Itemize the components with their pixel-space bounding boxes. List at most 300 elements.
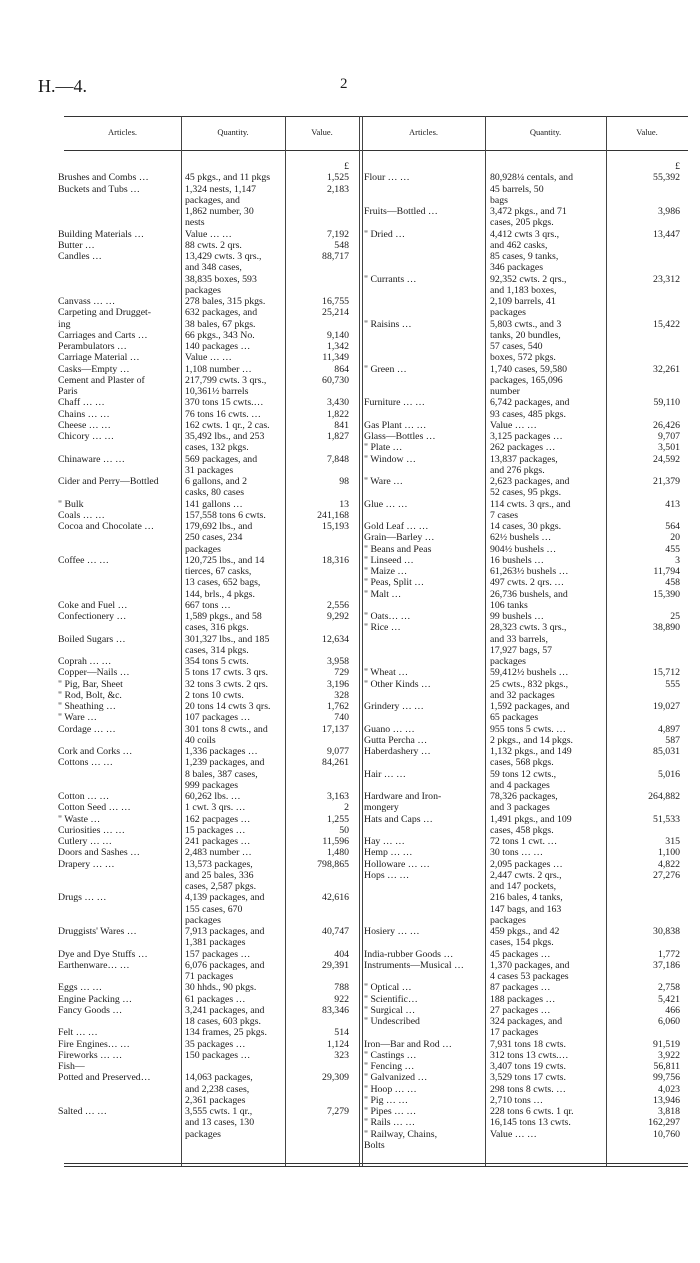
- value-cell: [610, 386, 680, 397]
- value-cell: [289, 1016, 349, 1027]
- article-cell: " Pipes … …: [364, 1106, 417, 1117]
- quantity-cell: and 25 bales, 336: [185, 869, 254, 881]
- value-cell: 841: [334, 419, 349, 431]
- quantity-cell: nests: [185, 217, 205, 229]
- value-cell: [610, 1027, 680, 1038]
- article-cell: Flour … …: [364, 172, 410, 184]
- value-cell: 5,421: [657, 993, 680, 1005]
- table-bottom-rule-double: [64, 1166, 688, 1167]
- article-cell: Hats and Caps …: [364, 813, 433, 825]
- value-cell: [289, 1129, 349, 1140]
- article-cell: Paris: [58, 386, 78, 397]
- quantity-cell: 107 packages …: [185, 712, 251, 724]
- quantity-cell: 278 bales, 315 pkgs.: [185, 296, 266, 307]
- value-cell: [610, 487, 680, 498]
- article-cell: [364, 915, 484, 926]
- value-cell: 9,292: [326, 611, 349, 622]
- value-cell: [289, 971, 349, 982]
- value-cell: 17,137: [322, 723, 349, 735]
- article-cell: [364, 375, 484, 386]
- quantity-cell: and 147 pockets,: [490, 881, 557, 892]
- value-cell: 1,342: [326, 341, 349, 352]
- value-cell: [610, 195, 680, 206]
- article-cell: " Other Kinds …: [364, 678, 431, 690]
- value-cell: [289, 881, 349, 892]
- article-cell: Bolts: [364, 1139, 385, 1151]
- value-cell: 6,060: [657, 1016, 680, 1027]
- value-cell: [610, 971, 680, 982]
- value-cell: [610, 757, 680, 768]
- article-cell: Glue … …: [364, 498, 408, 510]
- quantity-cell: 6,076 packages, and: [185, 959, 265, 971]
- article-cell: [58, 532, 178, 543]
- quantity-cell: 1,108 number …: [185, 363, 252, 375]
- quantity-cell: 1,324 nests, 1,147: [185, 183, 257, 195]
- quantity-cell: 262 packages …: [490, 442, 556, 454]
- article-cell: " Peas, Split …: [364, 577, 425, 589]
- article-cell: Fruits—Bottled …: [364, 206, 438, 217]
- article-cell: [58, 780, 178, 791]
- article-cell: " Wheat …: [364, 667, 409, 679]
- quantity-cell: [490, 1140, 604, 1151]
- quantity-cell: 904½ bushels …: [490, 543, 557, 555]
- quantity-cell: 3,555 cwts. 1 qr.,: [185, 1106, 253, 1117]
- article-cell: [364, 645, 484, 656]
- quantity-cell: 4,412 cwts 3 qrs.,: [490, 228, 560, 240]
- quantity-cell: 346 packages: [490, 262, 544, 274]
- header-rule: [64, 150, 688, 151]
- quantity-cell: number: [490, 386, 520, 397]
- article-cell: Instruments—Musical …: [364, 959, 464, 971]
- article-cell: Hosiery … …: [364, 926, 420, 937]
- quantity-cell: 17 packages: [490, 1027, 539, 1039]
- quantity-cell: boxes, 572 pkgs.: [490, 352, 556, 364]
- quantity-cell: 59,412½ bushels …: [490, 667, 569, 679]
- quantity-cell: packages: [185, 284, 221, 296]
- quantity-cell: 7 cases: [490, 509, 519, 521]
- article-cell: " Linseed …: [364, 554, 414, 566]
- quantity-cell: 114 cwts. 3 qrs., and: [490, 498, 571, 510]
- quantity-cell: packages: [490, 914, 526, 926]
- article-cell: Furniture … …: [364, 397, 425, 409]
- value-cell: 1,124: [326, 1038, 349, 1050]
- quantity-cell: 3,407 tons 19 cwts.: [490, 1061, 566, 1072]
- article-cell: [364, 409, 484, 420]
- article-cell: [58, 487, 178, 498]
- quantity-cell: 2,483 number …: [185, 847, 252, 859]
- value-cell: [610, 825, 680, 836]
- value-cell: 42,616: [322, 892, 349, 904]
- value-cell: 3,958: [326, 656, 349, 667]
- quantity-cell: 99 bushels …: [490, 611, 544, 622]
- quantity-cell: 38 bales, 67 pkgs.: [185, 318, 256, 330]
- article-cell: Grindery … …: [364, 701, 424, 712]
- value-cell: [610, 352, 680, 363]
- quantity-cell: 999 packages: [185, 779, 239, 791]
- quantity-cell: 324 packages, and: [490, 1016, 563, 1027]
- quantity-cell: 301,327 lbs., and 185: [185, 633, 270, 645]
- quantity-cell: 30 tons … …: [490, 847, 544, 859]
- value-cell: [289, 577, 349, 588]
- article-cell: Hardware and Iron-: [364, 791, 442, 802]
- value-cell: [289, 1061, 349, 1072]
- article-cell: [364, 262, 484, 273]
- quantity-cell: and 13 cases, 130: [185, 1117, 255, 1129]
- quantity-cell: [185, 161, 285, 172]
- quantity-cell: 150 packages …: [185, 1049, 251, 1061]
- article-cell: Eggs … …: [58, 982, 103, 994]
- value-cell: 455: [665, 543, 680, 555]
- article-cell: " Undescribed: [364, 1016, 420, 1027]
- quantity-cell: 14,063 packages,: [185, 1072, 253, 1084]
- value-cell: [610, 330, 680, 341]
- value-cell: 25: [670, 611, 680, 622]
- quantity-cell: 88 cwts. 2 qrs.: [185, 239, 242, 251]
- value-cell: 1,100: [657, 847, 680, 859]
- article-cell: Dye and Dye Stuffs …: [58, 948, 148, 960]
- quantity-cell: and 4 packages: [490, 779, 550, 791]
- article-cell: [364, 251, 484, 262]
- quantity-cell: 228 tons 6 cwts. 1 qr.: [490, 1106, 574, 1117]
- article-cell: " Ware …: [58, 712, 97, 724]
- article-cell: [58, 937, 178, 948]
- quantity-cell: 1,589 pkgs., and 58: [185, 611, 262, 622]
- article-cell: " Scientific…: [364, 993, 418, 1005]
- value-cell: [610, 892, 680, 903]
- article-cell: [364, 1027, 484, 1038]
- value-cell: 16,755: [322, 296, 349, 307]
- article-cell: Engine Packing …: [58, 993, 133, 1005]
- article-cell: " Waste …: [58, 813, 101, 825]
- value-cell: [289, 566, 349, 577]
- value-cell: 15,422: [653, 318, 680, 330]
- header-articles-right: Articles.: [408, 127, 439, 137]
- article-cell: [58, 465, 178, 476]
- quantity-cell: 26,736 bushels, and: [490, 588, 568, 600]
- value-cell: 555: [665, 678, 680, 690]
- value-cell: 56,811: [653, 1061, 680, 1072]
- article-cell: Cheese … …: [58, 419, 111, 431]
- article-cell: [58, 1095, 178, 1106]
- value-cell: 328: [334, 689, 349, 701]
- article-cell: " Rice …: [364, 622, 401, 634]
- quantity-cell: 1,491 pkgs., and 109: [490, 813, 572, 825]
- quantity-cell: packages: [185, 543, 221, 555]
- value-cell: [610, 656, 680, 667]
- quantity-cell: 1,381 packages: [185, 937, 246, 949]
- article-cell: " Plate …: [364, 442, 403, 454]
- article-cell: Fireworks … …: [58, 1049, 123, 1061]
- article-cell: [58, 274, 178, 285]
- article-cell: Hemp … …: [364, 847, 413, 859]
- value-cell: 91,519: [653, 1038, 680, 1050]
- value-cell: 10,760: [653, 1128, 680, 1140]
- quantity-cell: 134 frames, 25 pkgs.: [185, 1027, 267, 1039]
- value-cell: [610, 262, 680, 273]
- article-cell: " Oats… …: [364, 611, 411, 622]
- quantity-cell: 5,803 cwts., and 3: [490, 318, 562, 330]
- quantity-cell: 25 cwts., 832 pkgs.,: [490, 678, 569, 690]
- quantity-cell: 1,239 packages, and: [185, 757, 265, 769]
- quantity-cell: cases, 154 pkgs.: [490, 937, 554, 949]
- quantity-cell: casks, 80 cases: [185, 487, 245, 499]
- value-cell: 323: [334, 1049, 349, 1061]
- value-cell: 29,309: [322, 1072, 349, 1084]
- article-cell: [58, 161, 178, 172]
- value-cell: 23,312: [653, 273, 680, 285]
- value-cell: [610, 465, 680, 476]
- article-cell: Carriage Material …: [58, 352, 140, 364]
- value-cell: 40,747: [322, 926, 349, 937]
- value-cell: [289, 1117, 349, 1128]
- value-cell: [610, 712, 680, 723]
- quantity-cell: 2,361 packages: [185, 1094, 246, 1106]
- article-cell: Fire Engines… …: [58, 1038, 130, 1050]
- article-cell: [364, 161, 484, 172]
- col-divider-center: [362, 116, 363, 1166]
- article-cell: [58, 645, 178, 656]
- value-cell: [610, 375, 680, 386]
- article-cell: [364, 690, 484, 701]
- value-cell: [610, 904, 680, 915]
- quantity-cell: 144, brls., 4 pkgs.: [185, 588, 255, 600]
- article-cell: Fancy Goods …: [58, 1004, 123, 1016]
- quantity-cell: 147 bags, and 163: [490, 903, 562, 915]
- quantity-cell: 45 packages …: [490, 948, 551, 960]
- value-cell: 25,214: [322, 307, 349, 319]
- article-cell: " Fencing …: [364, 1061, 415, 1072]
- quantity-cell: 45 pkgs., and 11 pkgs: [185, 172, 271, 184]
- quantity-cell: 667 tons …: [185, 599, 231, 611]
- left-articles-column: [58, 161, 178, 1140]
- value-cell: [289, 195, 349, 206]
- value-cell: 413: [665, 498, 680, 510]
- header-value-right: Value.: [636, 127, 658, 137]
- article-cell: " Rails … …: [364, 1117, 416, 1129]
- value-cell: 60,730: [322, 374, 349, 386]
- value-cell: 51,533: [653, 813, 680, 825]
- quantity-cell: 13,837 packages,: [490, 453, 558, 465]
- quantity-cell: 162 pacpages …: [185, 813, 251, 825]
- quantity-cell: 78,326 packages,: [490, 791, 558, 802]
- article-cell: Drugs … …: [58, 892, 107, 904]
- article-cell: Glass—Bottles …: [364, 431, 436, 442]
- article-cell: Cordage … …: [58, 723, 116, 735]
- article-cell: [58, 881, 178, 892]
- quantity-cell: 66 pkgs., 343 No.: [185, 329, 255, 341]
- article-cell: [364, 341, 484, 352]
- header-quantity: Quantity.: [217, 127, 249, 137]
- quantity-cell: 298 tons 8 cwts. …: [490, 1083, 566, 1095]
- value-cell: [289, 937, 349, 948]
- value-cell: [610, 184, 680, 195]
- value-cell: 88,717: [322, 251, 349, 262]
- value-cell: 7,192: [326, 228, 349, 240]
- article-cell: [364, 240, 484, 251]
- article-cell: Chaff … …: [58, 397, 105, 409]
- value-cell: [289, 1084, 349, 1095]
- article-cell: [364, 487, 484, 498]
- value-cell: 922: [334, 993, 349, 1005]
- quantity-cell: 155 cases, 670: [185, 903, 243, 915]
- article-cell: Guano … …: [364, 723, 415, 735]
- article-cell: [58, 622, 178, 633]
- quantity-cell: 241 packages …: [185, 836, 251, 847]
- article-cell: [364, 330, 484, 341]
- quantity-cell: 8 bales, 387 cases,: [185, 768, 258, 780]
- article-cell: Felt … …: [58, 1027, 98, 1039]
- document-code: H.—4.: [38, 76, 87, 96]
- value-cell: [610, 645, 680, 656]
- article-cell: " Optical …: [364, 982, 412, 994]
- value-cell: [289, 544, 349, 555]
- value-cell: 1,255: [326, 813, 349, 825]
- value-cell: [289, 622, 349, 633]
- article-cell: [58, 589, 178, 600]
- article-cell: " Maize …: [364, 566, 408, 577]
- quantity-cell: 2 tons 10 cwts.: [185, 689, 244, 701]
- article-cell: [58, 1129, 178, 1140]
- article-cell: [58, 195, 178, 206]
- quantity-cell: 370 tons 15 cwts.…: [185, 397, 264, 409]
- article-cell: Earthenware… …: [58, 959, 130, 971]
- value-cell: 740: [334, 712, 349, 724]
- quantity-cell: 15 packages …: [185, 824, 246, 836]
- article-cell: [58, 1016, 178, 1027]
- value-cell: 3,163: [326, 791, 349, 802]
- value-cell: 21,379: [653, 476, 680, 487]
- article-cell: Gas Plant … …: [364, 419, 427, 431]
- article-cell: [58, 566, 178, 577]
- value-cell: [610, 409, 680, 420]
- article-cell: Cutlery … …: [58, 836, 112, 847]
- article-cell: Butter …: [58, 239, 95, 251]
- value-cell: 3,430: [326, 397, 349, 409]
- quantity-cell: 2,447 cwts. 2 qrs.,: [490, 869, 562, 881]
- quantity-cell: 188 packages …: [490, 993, 556, 1005]
- article-cell: [364, 892, 484, 903]
- value-cell: 26,426: [653, 419, 680, 431]
- quantity-cell: 1,862 number, 30: [185, 206, 254, 217]
- quantity-cell: cases, 132 pkgs.: [185, 442, 249, 454]
- value-cell: 162,297: [648, 1117, 680, 1129]
- article-cell: Perambulators …: [58, 341, 127, 352]
- table-top-rule: [64, 116, 688, 117]
- value-cell: 11,349: [322, 352, 349, 364]
- quantity-cell: 13,573 packages,: [185, 858, 253, 870]
- value-cell: 3,818: [657, 1106, 680, 1117]
- quantity-cell: 28,323 cwts. 3 qrs.,: [490, 622, 567, 634]
- quantity-cell: 80,928¼ centals, and: [490, 172, 573, 184]
- quantity-cell: cases, 458 pkgs.: [490, 824, 554, 836]
- article-cell: [364, 465, 484, 476]
- article-cell: " Rod, Bolt, &c.: [58, 689, 122, 701]
- value-cell: 50: [339, 824, 349, 836]
- quantity-cell: 955 tons 5 cwts. …: [490, 723, 566, 735]
- quantity-cell: 569 packages, and: [185, 453, 258, 465]
- quantity-cell: 17,927 bags, 57: [490, 644, 553, 656]
- value-cell: 83,346: [322, 1004, 349, 1016]
- article-cell: Chinaware … …: [58, 453, 125, 465]
- article-cell: [364, 634, 484, 645]
- quantity-cell: and 348 cases,: [185, 262, 242, 274]
- value-cell: 11,794: [653, 566, 680, 577]
- article-cell: Cotton … …: [58, 791, 110, 802]
- value-cell: 2,758: [657, 982, 680, 994]
- article-cell: " Galvanized …: [364, 1072, 428, 1084]
- quantity-cell: 354 tons 5 cwts.: [185, 656, 249, 667]
- value-cell: 466: [665, 1004, 680, 1016]
- article-cell: Confectionery …: [58, 611, 127, 622]
- value-cell: 9,707: [657, 431, 680, 442]
- quantity-cell: 162 cwts. 1 qr., 2 cas.: [185, 419, 270, 431]
- value-cell: 29,391: [322, 959, 349, 971]
- article-cell: " Sheathing …: [58, 701, 116, 712]
- value-cell: [289, 769, 349, 780]
- quantity-cell: 16 bushels …: [490, 554, 544, 566]
- value-cell: 85,031: [653, 746, 680, 757]
- value-cell: 9,140: [326, 329, 349, 341]
- article-cell: Canvass … …: [58, 296, 116, 307]
- quantity-cell: 59 tons 12 cwts.,: [490, 768, 557, 780]
- quantity-cell: 2,710 tons …: [490, 1094, 544, 1106]
- quantity-cell: and 2,238 cases,: [185, 1083, 250, 1095]
- quantity-cell: 13 cases, 652 bags,: [185, 577, 261, 589]
- article-cell: Candles …: [58, 251, 102, 262]
- quantity-cell: 45 barrels, 50: [490, 183, 544, 195]
- value-cell: 4,822: [657, 858, 680, 870]
- article-cell: India-rubber Goods …: [364, 948, 454, 960]
- value-cell: 864: [334, 363, 349, 375]
- value-cell: [289, 735, 349, 746]
- article-cell: Drapery … …: [58, 858, 115, 870]
- header-value: Value.: [311, 127, 333, 137]
- article-cell: [58, 915, 178, 926]
- article-cell: [364, 780, 484, 791]
- value-cell: 264,882: [648, 791, 680, 802]
- article-cell: " Pig … …: [364, 1094, 409, 1106]
- value-cell: 84,261: [322, 757, 349, 769]
- article-cell: [364, 285, 484, 296]
- quantity-cell: 2,095 packages …: [490, 858, 563, 870]
- value-cell: 7,848: [326, 453, 349, 465]
- value-cell: 1,525: [326, 172, 349, 184]
- value-cell: 798,865: [317, 858, 349, 870]
- article-cell: " Window …: [364, 453, 416, 465]
- article-cell: [364, 296, 484, 307]
- quantity-cell: 632 packages, and: [185, 307, 258, 319]
- value-cell: 15,712: [653, 667, 680, 679]
- quantity-cell: 18 cases, 603 pkgs.: [185, 1016, 261, 1027]
- article-cell: Coke and Fuel …: [58, 599, 128, 611]
- article-cell: Brushes and Combs …: [58, 172, 149, 184]
- value-cell: 564: [665, 521, 680, 532]
- quantity-cell: 217,799 cwts. 3 qrs.,: [185, 374, 267, 386]
- value-cell: 9,077: [326, 746, 349, 757]
- article-cell: [58, 904, 178, 915]
- value-cell: [289, 915, 349, 926]
- article-cell: [364, 352, 484, 363]
- value-cell: [610, 634, 680, 645]
- quantity-cell: 301 tons 8 cwts., and: [185, 723, 268, 735]
- left-value-column: [289, 161, 349, 1140]
- article-cell: Potted and Preserved…: [58, 1072, 151, 1084]
- quantity-cell: 140 packages …: [185, 341, 251, 352]
- value-cell: 13,946: [653, 1094, 680, 1106]
- value-cell: 99,756: [653, 1072, 680, 1084]
- quantity-cell: 6 gallons, and 2: [185, 476, 248, 487]
- quantity-cell: 3,529 tons 17 cwts.: [490, 1072, 566, 1084]
